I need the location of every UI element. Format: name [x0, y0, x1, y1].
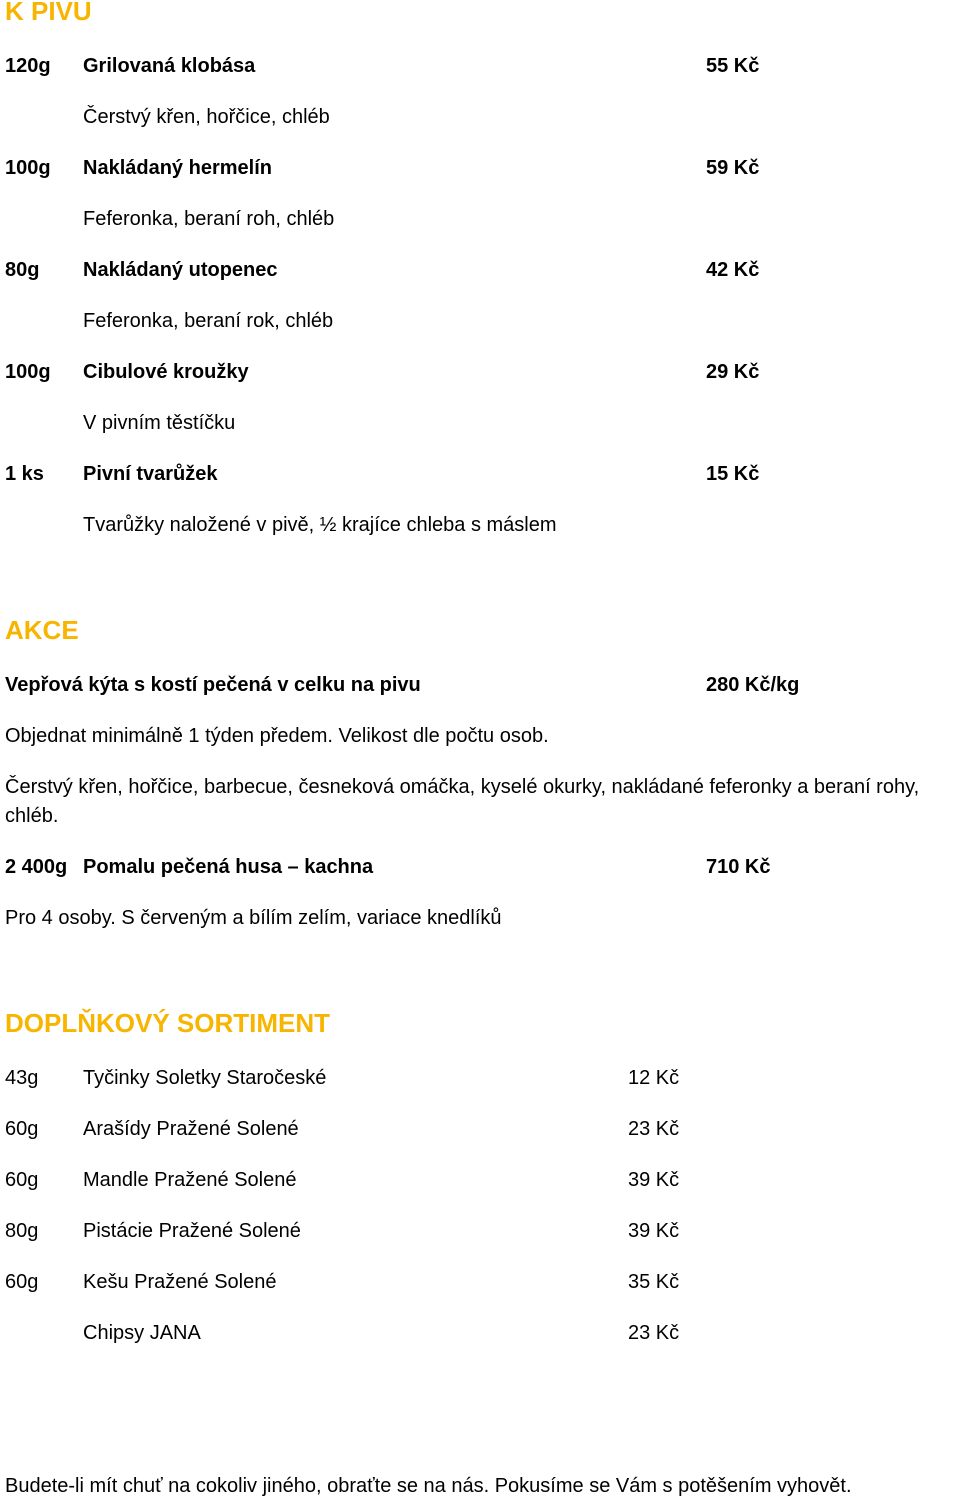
product-weight: 60g [5, 1118, 39, 1140]
product-price: 23 Kč [628, 1322, 680, 1344]
item-weight: 100g [5, 157, 51, 179]
footer-note: Budete-li mít chuť na cokoliv jiného, obraťte se na nás. Pokusíme se Vám s potěšením vyhovět. [5, 1475, 852, 1497]
product-price: 23 Kč [628, 1118, 680, 1140]
product-price: 39 Kč [628, 1220, 680, 1242]
item-name: Nakládaný utopenec [83, 259, 278, 281]
product-name: Mandle Pražené Solené [83, 1169, 297, 1191]
item-description: V pivním těstíčku [83, 412, 236, 434]
akce-husa-name: Pomalu pečená husa – kachna [83, 856, 374, 878]
akce-husa-price: 710 Kč [706, 856, 771, 878]
product-price: 35 Kč [628, 1271, 680, 1293]
akce-kyta-sides: Čerstvý křen, hořčice, barbecue, česneková omáčka, kyselé okurky, nakládané feferonky a beraní rohy, chléb. [5, 776, 920, 827]
item-name: Grilovaná klobása [83, 55, 256, 77]
item-description: Feferonka, beraní roh, chléb [83, 208, 335, 230]
item-description: Čerstvý křen, hořčice, chléb [83, 106, 330, 128]
item-price: 29 Kč [706, 361, 760, 383]
item-name: Cibulové kroužky [83, 361, 249, 383]
item-name: Nakládaný hermelín [83, 157, 272, 179]
product-price: 39 Kč [628, 1169, 680, 1191]
akce-husa-note: Pro 4 osoby. S červeným a bílím zelím, variace knedlíků [5, 907, 502, 929]
akce-husa-weight: 2 400g [5, 856, 68, 878]
product-weight: 60g [5, 1169, 39, 1191]
item-name: Pivní tvarůžek [83, 463, 218, 485]
item-weight: 1 ks [5, 463, 44, 485]
item-weight: 100g [5, 361, 51, 383]
product-name: Arašídy Pražené Solené [83, 1118, 299, 1140]
item-price: 15 Kč [706, 463, 760, 485]
product-name: Chipsy JANA [83, 1322, 201, 1344]
product-name: Kešu Pražené Solené [83, 1271, 277, 1293]
akce-kyta-name: Vepřová kýta s kostí pečená v celku na pivu [5, 674, 421, 696]
product-weight: 60g [5, 1271, 39, 1293]
akce-kyta-price: 280 Kč/kg [706, 674, 800, 696]
item-price: 59 Kč [706, 157, 760, 179]
item-price: 42 Kč [706, 259, 760, 281]
item-price: 55 Kč [706, 55, 760, 77]
item-weight: 80g [5, 259, 40, 281]
product-price: 12 Kč [628, 1067, 680, 1089]
item-description: Feferonka, beraní rok, chléb [83, 310, 334, 332]
item-weight: 120g [5, 55, 51, 77]
item-description: Tvarůžky naložené v pivě, ½ krajíce chleba s máslem [83, 514, 557, 536]
product-weight: 43g [5, 1067, 39, 1089]
product-name: Tyčinky Soletky Staročeské [83, 1067, 327, 1089]
section-heading-doplnkovy-sortiment: DOPLŇKOVÝ SORTIMENT [5, 1008, 331, 1038]
product-name: Pistácie Pražené Solené [83, 1220, 301, 1242]
product-weight: 80g [5, 1220, 39, 1242]
akce-kyta-note: Objednat minimálně 1 týden předem. Velikost dle počtu osob. [5, 725, 549, 747]
section-heading-akce: AKCE [5, 615, 79, 645]
section-heading-k-pivu: K PIVU [5, 0, 92, 26]
